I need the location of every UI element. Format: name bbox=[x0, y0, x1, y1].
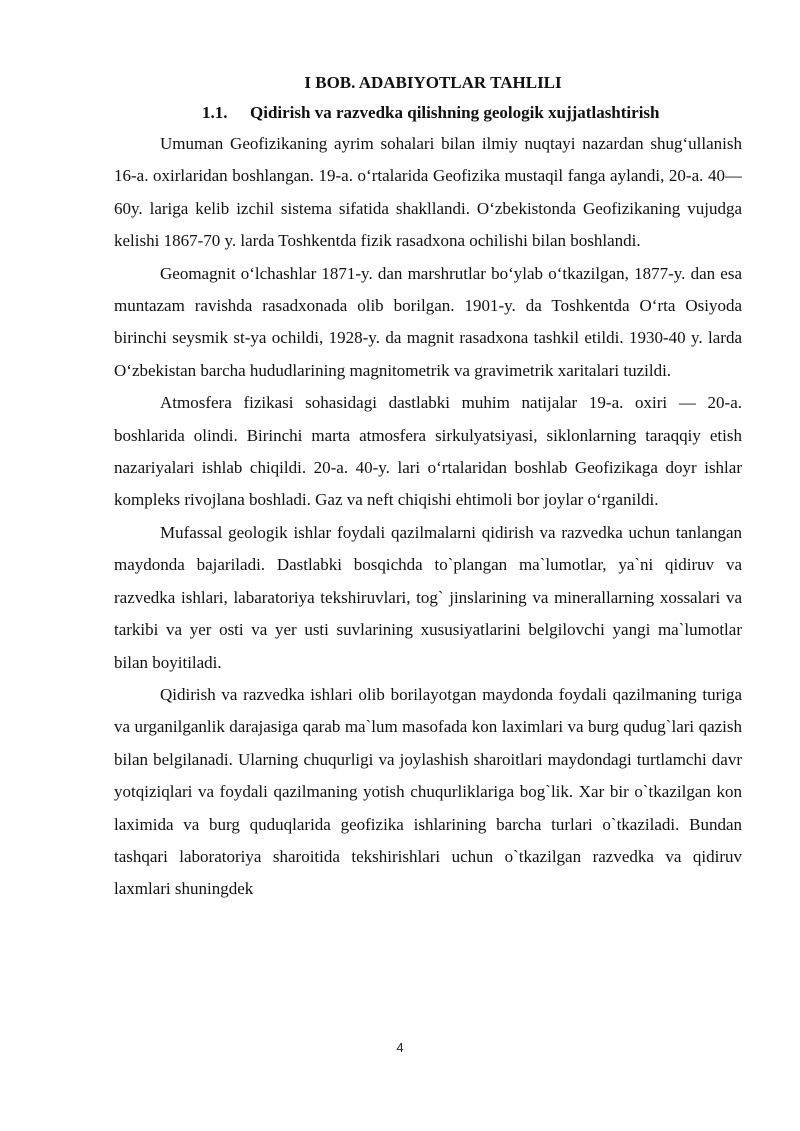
chapter-title: I BOB. ADABIYOTLAR TAHLILI bbox=[304, 73, 562, 92]
paragraph-5: Qidirish va razvedka ishlari olib borilayotgan maydonda foydali qazilmaning turiga va urganilganlik darajasiga qarab ma`lum masofada kon laximlari va burg qudug`lari qazish bilan belgilanadi. Ularning chuqurligi va joylashish sharoitlari maydondagi turtlamchi davr yotqiziqlari va foydali qazilmaning yotish chuqurliklariga bog`lik. Xar bir o`tkazilgan kon laximida va burg quduqlarida geofizika ishlarining barcha turlari o`tkaziladi. Bundan tashqari laboratoriya sharoitida tekshirishlari uchun o`tkazilgan razvedka va qidiruv laxmlari shuningdek bbox=[114, 684, 742, 899]
paragraph-4: Mufassal geologik ishlar foydali qazilmalarni qidirish va razvedka uchun tanlangan maydonda bajariladi. Dastlabki bosqichda to`plangan ma`lumotlar, ya`ni qidiruv va razvedka ishlari, labaratoriya tekshiruvlari, tog` jinslarining va minerallarning xossalari va tarkibi va yer osti va yer usti suvlarining xususiyatlarini belgilovchi yangi ma`lumotlar bilan boyitiladi. bbox=[114, 522, 742, 672]
paragraph-2: Geomagnit o‘lchashlar 1871-y. dan marshrutlar bo‘ylab o‘tkazilgan, 1877-y. dan esa muntazam ravishda rasadxonada olib borilgan. 1901-y. da Toshkentda O‘rta Osiyoda birinchi seysmik st-ya ochildi, 1928-y. da magnit rasadxona tashkil etildi. 1930-40 y. larda O‘zbekistan barcha hududlarining magnitometrik va gravimetrik xaritalari tuzildi. bbox=[114, 263, 742, 380]
paragraph-3: Atmosfera fizikasi sohasidagi dastlabki muhim natijalar 19-a. oxiri — 20-a. boshlarida olindi. Birinchi marta atmosfera sirkulyatsiyasi, siklonlarning taraqqiy etish nazariyalari ishlab chiqildi. 20-a. 40-y. lari o‘rtalaridan boshlab Geofizikaga doyr ishlar kompleks rivojlana boshladi. Gaz va neft chiqishi ehtimoli bor joylar o‘rganildi. bbox=[114, 393, 742, 510]
section-heading bbox=[114, 100, 742, 126]
paragraph-1: Umuman Geofizikaning ayrim sohalari bilan ilmiy nuqtayi nazardan shug‘ullanish 16-a. oxirlaridan boshlangan. 19-a. o‘rtalarida Geofizika mustaqil fanga aylandi, 20-a. 40—60y. lariga kelib izchil sistema sifatida shakllandi. O‘zbekistonda Geofizikaning vujudga kelishi 1867-70 y. larda Toshkentda fizik rasadxona ochilishi bilan boshlandi. bbox=[114, 134, 742, 251]
section-number: 1.1. bbox=[202, 103, 228, 122]
section-title: Qidirish va razvedka qilishning geologik xujjatlashtirish bbox=[250, 103, 660, 122]
document-page bbox=[114, 70, 742, 906]
page-number: 4 bbox=[396, 1040, 404, 1055]
